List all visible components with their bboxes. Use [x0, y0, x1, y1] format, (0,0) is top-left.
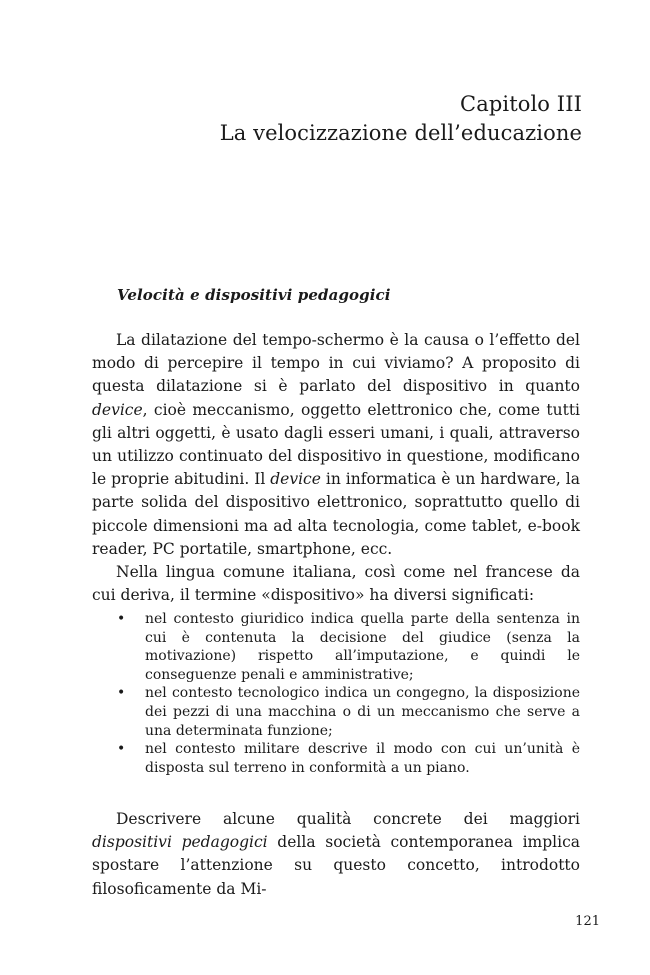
list-item-text: nel contesto tecnologico indica un congegno, la disposizione dei pezzi di una macchina o di un meccanismo che serve a una determinata funzione; [145, 685, 580, 739]
paragraph-1-part-c: , cioè meccanismo, oggetto elettronico che, come tutti gli altri oggetti, è usato dagli esseri umani, i quali, attraverso un utilizzo continuato del dispositivo in questione, modificano le proprie abitudini. Il [92, 400, 580, 489]
paragraph-1-part-e: in informatica è un hardware, la parte solida del dispositivo elettronico, soprattutto quello di piccole dimensioni ma ad alta tecnologia, come tablet, e-book reader, PC portatile, smartphone, ecc. [92, 470, 580, 558]
body-text-top [92, 329, 580, 607]
paragraph-1-term-device-2: device [270, 470, 321, 489]
bullet-icon: • [117, 741, 126, 758]
page-number: 121 [575, 914, 600, 929]
paragraph-1-part-a: La dilatazione del tempo-schermo è la causa o l’effetto del modo di percepire il tempo in cui viviamo? A proposito di questa dilatazione si è parlato del dispositivo in quanto [92, 331, 580, 396]
paragraph-3-part-c: della società contemporanea implica spostare l’attenzione su questo concetto, introdotto filosoficamente da Mi- [92, 833, 580, 898]
meanings-list [117, 610, 580, 777]
list-item-text: nel contesto giuridico indica quella parte della sentenza in cui è contenuta la decisione del giudice (senza la motivazione) rispetto all’imputazione, e quindi le conseguenze penali e amministrative; [145, 611, 580, 683]
paragraph-2: Nella lingua comune italiana, così come nel francese da cui deriva, il termine «dispositivo» ha diversi significati: [92, 563, 580, 605]
list-item-text: nel contesto militare descrive il modo con cui un’unità è disposta sul terreno in conformità a un piano. [145, 741, 580, 776]
chapter-number: Capitolo III [460, 92, 582, 116]
body-text-bottom [92, 808, 580, 901]
paragraph-1-term-device: device [92, 400, 143, 419]
bullet-icon: • [117, 611, 126, 627]
chapter-title: La velocizzazione dell’educazione [219, 121, 582, 145]
bullet-icon: • [117, 685, 126, 702]
chapter-header [220, 90, 582, 148]
list-item [117, 740, 580, 777]
paragraph-3 [92, 808, 580, 901]
list-item [117, 610, 580, 684]
list-item [117, 684, 580, 740]
paragraph-3-part-a: Descrivere alcune qualità concrete dei maggiori [116, 810, 580, 828]
paragraph-1 [92, 329, 580, 561]
paragraph-3-term: dispositivi pedagogici [92, 833, 268, 852]
section-heading: Velocità e dispositivi pedagogici [117, 286, 391, 304]
